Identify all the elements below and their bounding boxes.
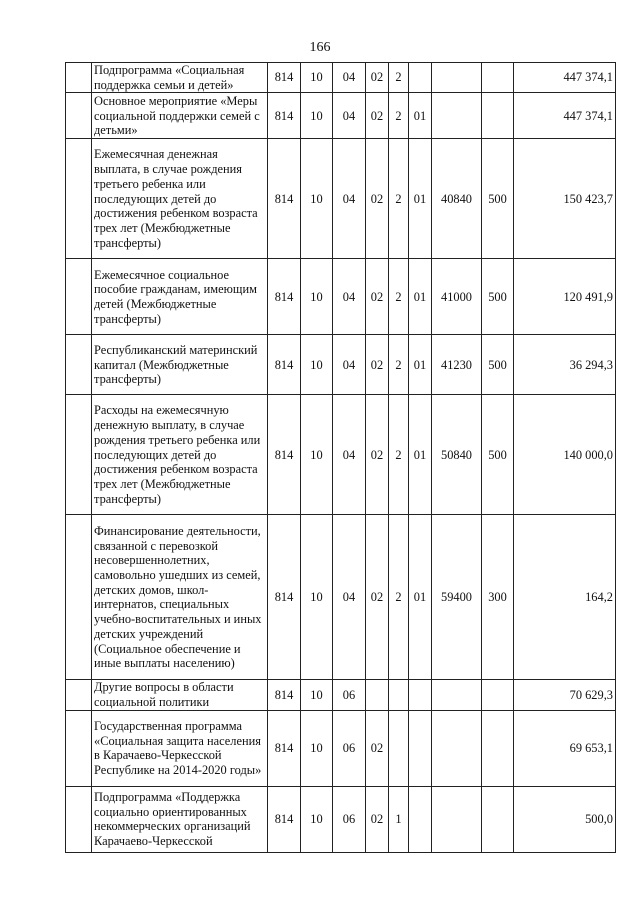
table-cell-blank	[66, 259, 92, 335]
cell-code-expense-type	[482, 93, 514, 139]
cell-code-section: 10	[301, 93, 333, 139]
cell-code-direction: 41000	[432, 259, 482, 335]
cell-code-activity	[409, 786, 432, 852]
cell-code-ministry: 814	[268, 63, 301, 93]
table-row	[66, 259, 616, 335]
cell-name: Республиканский материнский капитал (Межбюджетные трансферты)	[92, 335, 268, 395]
cell-code-direction: 41230	[432, 335, 482, 395]
table-cell-blank	[66, 680, 92, 710]
table-row	[66, 710, 616, 786]
cell-name: Финансирование деятельности, связанной с перевозкой несовершеннолетних, самовольно ушедших из семей, детских домов, школ-интернатов, специальных учебно-воспитательных и иных детских учреждений (Социальное обеспечение и иные выплаты населению)	[92, 515, 268, 680]
cell-code-direction: 40840	[432, 139, 482, 259]
cell-code-subsection: 06	[333, 680, 366, 710]
cell-code-subsection: 04	[333, 63, 366, 93]
cell-amount: 140 000,0	[514, 395, 616, 515]
cell-code-ministry: 814	[268, 786, 301, 852]
table-cell-blank	[66, 710, 92, 786]
cell-code-section: 10	[301, 395, 333, 515]
cell-code-program: 02	[366, 515, 389, 680]
cell-name: Государственная программа «Социальная защита населения в Карачаево-Черкесской Республике на 2014-2020 годы»	[92, 710, 268, 786]
cell-code-direction: 59400	[432, 515, 482, 680]
cell-code-expense-type	[482, 63, 514, 93]
table-row	[66, 63, 616, 93]
cell-code-activity	[409, 680, 432, 710]
table-cell-blank	[66, 139, 92, 259]
table-row	[66, 93, 616, 139]
cell-code-subsection: 04	[333, 335, 366, 395]
cell-name: Расходы на ежемесячную денежную выплату, в случае рождения третьего ребенка или последующих детей до достижения ребенком возраста трех лет (Межбюджетные трансферты)	[92, 395, 268, 515]
cell-code-subprogram: 1	[389, 786, 409, 852]
cell-code-subprogram: 2	[389, 63, 409, 93]
cell-code-ministry: 814	[268, 515, 301, 680]
cell-code-subprogram	[389, 710, 409, 786]
cell-code-direction	[432, 63, 482, 93]
cell-code-subprogram: 2	[389, 395, 409, 515]
table-cell-blank	[66, 786, 92, 852]
cell-code-program	[366, 680, 389, 710]
cell-code-ministry: 814	[268, 335, 301, 395]
cell-name: Ежемесячная денежная выплата, в случае рождения третьего ребенка или последующих детей до достижения ребенком возраста трех лет (Межбюджетные трансферты)	[92, 139, 268, 259]
cell-code-section: 10	[301, 335, 333, 395]
cell-code-activity	[409, 710, 432, 786]
cell-code-direction	[432, 710, 482, 786]
cell-code-ministry: 814	[268, 395, 301, 515]
cell-code-expense-type: 500	[482, 139, 514, 259]
cell-name: Другие вопросы в области социальной политики	[92, 680, 268, 710]
cell-code-subprogram: 2	[389, 139, 409, 259]
cell-code-subsection: 04	[333, 259, 366, 335]
cell-code-ministry: 814	[268, 93, 301, 139]
cell-code-expense-type: 300	[482, 515, 514, 680]
cell-amount: 447 374,1	[514, 63, 616, 93]
cell-code-direction: 50840	[432, 395, 482, 515]
cell-amount: 36 294,3	[514, 335, 616, 395]
table-cell-blank	[66, 93, 92, 139]
cell-code-ministry: 814	[268, 139, 301, 259]
cell-code-subsection: 04	[333, 93, 366, 139]
table-row	[66, 335, 616, 395]
cell-code-program: 02	[366, 63, 389, 93]
budget-table-body	[66, 63, 616, 853]
cell-code-section: 10	[301, 139, 333, 259]
cell-code-activity: 01	[409, 335, 432, 395]
cell-code-expense-type: 500	[482, 335, 514, 395]
cell-code-ministry: 814	[268, 710, 301, 786]
cell-code-subprogram: 2	[389, 515, 409, 680]
table-row	[66, 139, 616, 259]
cell-code-program: 02	[366, 259, 389, 335]
cell-code-program: 02	[366, 93, 389, 139]
cell-code-direction	[432, 680, 482, 710]
cell-code-activity: 01	[409, 515, 432, 680]
cell-code-subprogram	[389, 680, 409, 710]
cell-code-section: 10	[301, 63, 333, 93]
cell-name: Подпрограмма «Поддержка социально ориентированных некоммерческих организаций Карачаево-Черкесской	[92, 786, 268, 852]
table-cell-blank	[66, 335, 92, 395]
cell-code-ministry: 814	[268, 680, 301, 710]
cell-code-activity: 01	[409, 259, 432, 335]
cell-code-activity: 01	[409, 93, 432, 139]
cell-code-subprogram: 2	[389, 93, 409, 139]
cell-code-subprogram: 2	[389, 259, 409, 335]
cell-code-subsection: 04	[333, 395, 366, 515]
cell-code-activity	[409, 63, 432, 93]
cell-code-activity: 01	[409, 139, 432, 259]
cell-code-program: 02	[366, 395, 389, 515]
cell-code-subsection: 04	[333, 515, 366, 680]
cell-code-subsection: 06	[333, 786, 366, 852]
cell-code-subsection: 04	[333, 139, 366, 259]
cell-code-section: 10	[301, 710, 333, 786]
cell-code-activity: 01	[409, 395, 432, 515]
cell-code-section: 10	[301, 259, 333, 335]
cell-code-direction	[432, 786, 482, 852]
page-number: 166	[309, 40, 331, 55]
table-cell-blank	[66, 395, 92, 515]
cell-amount: 120 491,9	[514, 259, 616, 335]
cell-amount: 150 423,7	[514, 139, 616, 259]
table-row	[66, 786, 616, 852]
cell-code-expense-type	[482, 680, 514, 710]
cell-amount: 447 374,1	[514, 93, 616, 139]
cell-code-expense-type	[482, 710, 514, 786]
table-cell-blank	[66, 515, 92, 680]
table-row	[66, 680, 616, 710]
table-row	[66, 395, 616, 515]
cell-code-subprogram: 2	[389, 335, 409, 395]
cell-amount: 164,2	[514, 515, 616, 680]
cell-code-program: 02	[366, 786, 389, 852]
table-row	[66, 515, 616, 680]
table-cell-blank	[66, 63, 92, 93]
budget-table	[65, 62, 616, 853]
cell-code-subsection: 06	[333, 710, 366, 786]
cell-code-program: 02	[366, 710, 389, 786]
cell-name: Подпрограмма «Социальная поддержка семьи и детей»	[92, 63, 268, 93]
cell-code-direction	[432, 93, 482, 139]
cell-code-ministry: 814	[268, 259, 301, 335]
cell-name: Основное мероприятие «Меры социальной поддержки семей с детьми»	[92, 93, 268, 139]
cell-amount: 70 629,3	[514, 680, 616, 710]
cell-code-section: 10	[301, 786, 333, 852]
cell-amount: 69 653,1	[514, 710, 616, 786]
cell-code-section: 10	[301, 680, 333, 710]
cell-amount: 500,0	[514, 786, 616, 852]
cell-code-program: 02	[366, 139, 389, 259]
cell-code-program: 02	[366, 335, 389, 395]
cell-code-expense-type: 500	[482, 259, 514, 335]
cell-code-section: 10	[301, 515, 333, 680]
cell-name: Ежемесячное социальное пособие гражданам, имеющим детей (Межбюджетные трансферты)	[92, 259, 268, 335]
cell-code-expense-type	[482, 786, 514, 852]
cell-code-expense-type: 500	[482, 395, 514, 515]
